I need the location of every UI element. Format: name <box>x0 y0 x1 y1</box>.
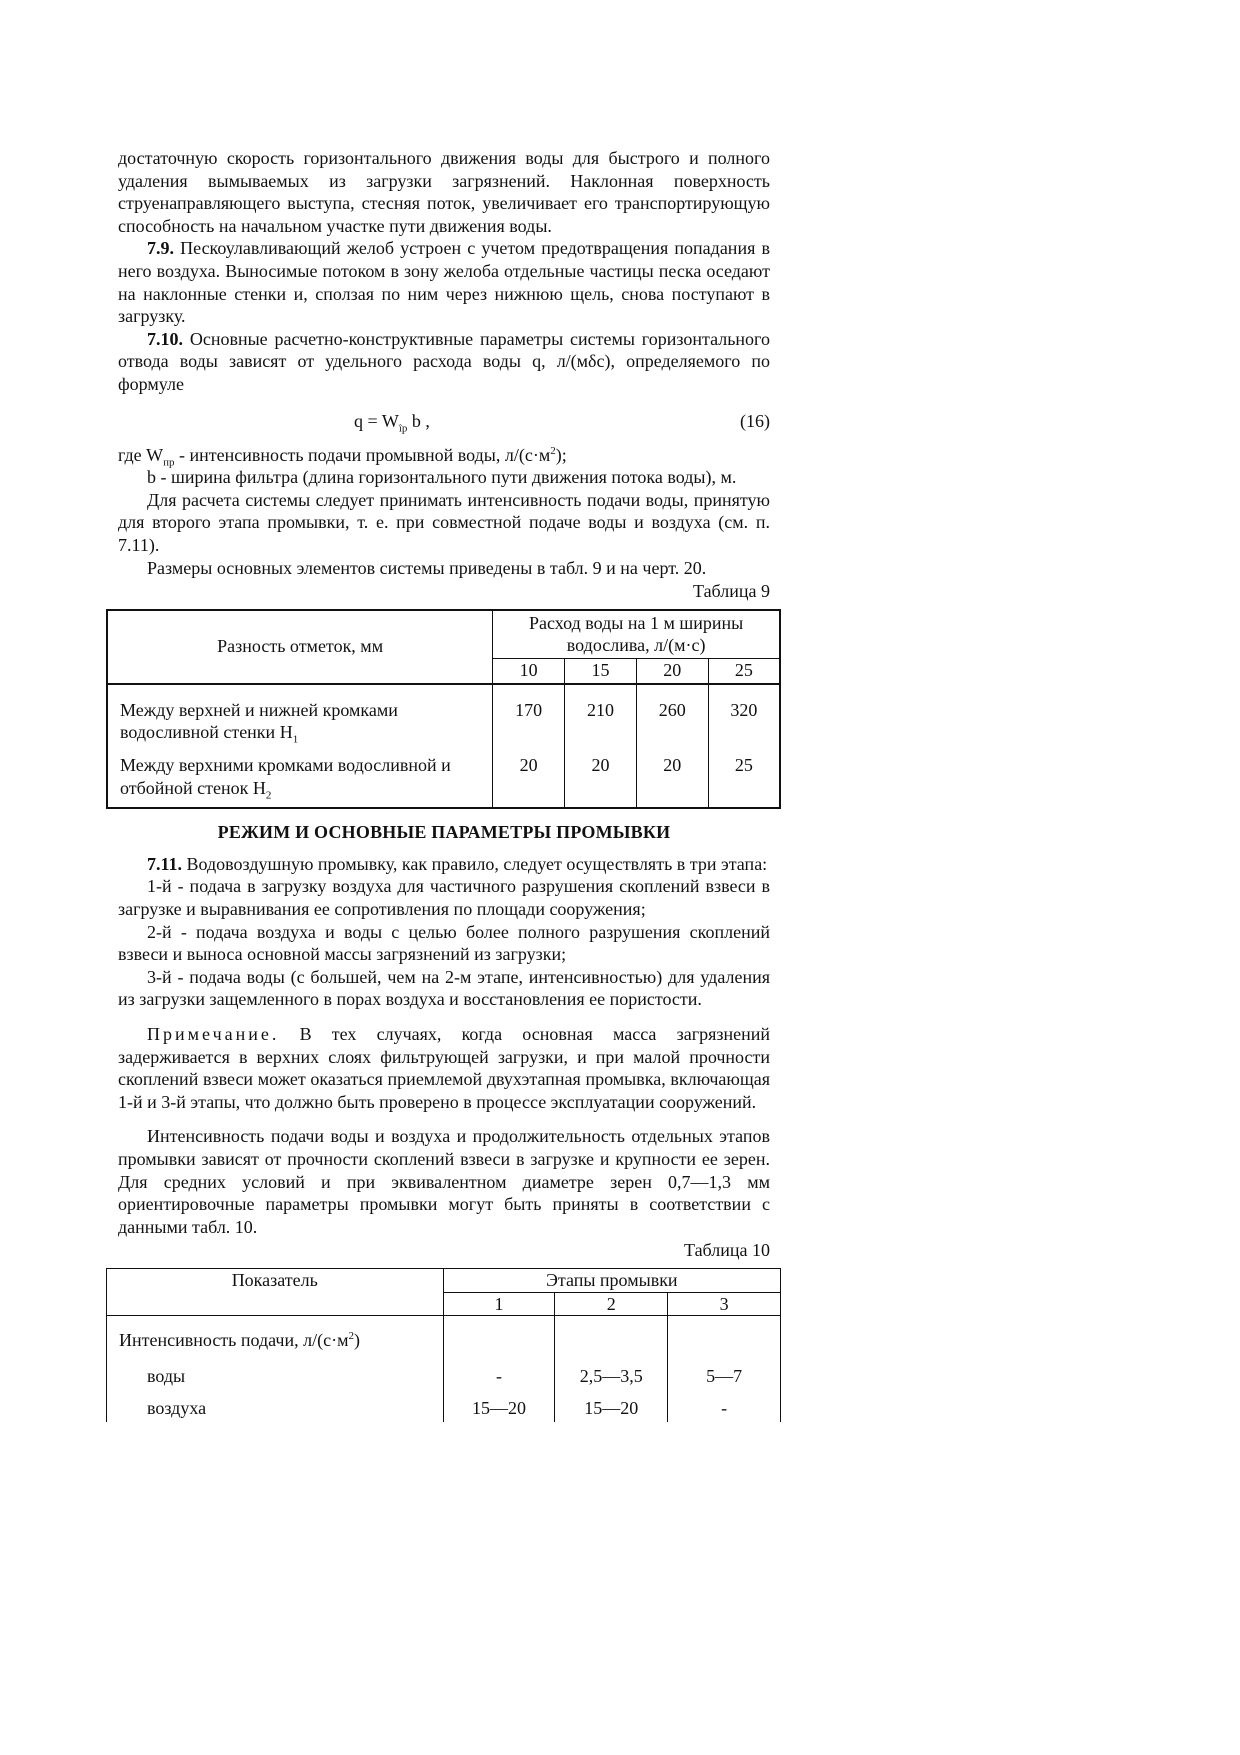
table-cell: 15—20 <box>555 1397 668 1422</box>
paragraph-continuation: достаточную скорость горизонтального движения воды для быстрого и полного удаления вымываемых из загрузки загрязнений. Наклонная поверхность струенаправляющего выступа, стесняя поток, увеличивает его транспортирующую способность на начальном участке пути движения воды. <box>118 148 770 236</box>
table-cell: 5—7 <box>668 1362 781 1398</box>
note-text: В тех случаях, когда основная масса загрязнений задерживается в верхних слоях фильтрующей загрузки, и при малой прочности скоплений взвеси может оказаться приемлемой двухэтапная промывка, включающая 1-й и 3-й этапы, что должно быть проверено в процессе эксплуатации сооружений. <box>118 1024 770 1112</box>
where-definition <box>118 444 770 467</box>
section-title: РЕЖИМ И ОСНОВНЫЕ ПАРАМЕТРЫ ПРОМЫВКИ <box>217 822 671 843</box>
where-sup: 2 <box>550 444 556 457</box>
table-10-header-indicator: Показатель <box>107 1268 444 1315</box>
table-cell: 20 <box>636 748 708 808</box>
paragraph-sizes: Размеры основных элементов системы приведены в табл. 9 и на черт. 20. <box>147 557 707 578</box>
table-9-col: 25 <box>708 658 780 684</box>
table-9-row-label <box>107 748 493 808</box>
clause-number: 7.10. <box>147 328 183 349</box>
row-label-sub: 2 <box>265 789 272 802</box>
table-cell: 320 <box>708 684 780 748</box>
table-10-row-label: воды <box>107 1362 444 1398</box>
row-group-end: ) <box>353 1330 360 1351</box>
table-9-header-difference: Разность отметок, мм <box>107 610 493 684</box>
where-end: ); <box>555 444 567 465</box>
table-9-header-flow: Расход воды на 1 м ширины водослива, л/(м·с) <box>493 610 780 659</box>
table-cell: 20 <box>565 748 637 808</box>
table-cell: 15—20 <box>443 1397 555 1422</box>
table-9-col: 20 <box>636 658 708 684</box>
paragraph-calc: Для расчета системы следует принимать интенсивность подачи воды, принятую для второго этапа промывки, т. е. при совместной подаче воды и воздуха (см. п. 7.11). <box>118 489 770 555</box>
table-10-col: 2 <box>555 1292 668 1316</box>
where-post: - интенсивность подачи промывной воды, л/(с·м <box>174 444 551 465</box>
stage-3: 3-й - подача воды (с большей, чем на 2-м этапе, интенсивностью) для удаления из загрузки защемленного в порах воздуха и восстановления ее пористости. <box>118 966 770 1010</box>
formula-lhs: q = W <box>354 410 399 431</box>
formula-tail: b , <box>407 410 430 431</box>
row-label-text: Между верхней и нижней кромками водосливной стенки H <box>120 699 398 743</box>
b-definition: b - ширина фильтра (длина горизонтального пути движения потока воды), м. <box>147 467 737 488</box>
row-label-text: Между верхними кромками водосливной и отбойной стенок H <box>120 755 451 798</box>
table-10-col: 1 <box>443 1292 555 1316</box>
table-cell: - <box>443 1362 555 1398</box>
where-pre: где W <box>118 444 164 465</box>
table-cell: 20 <box>493 748 565 808</box>
table-9-col: 10 <box>493 658 565 684</box>
table-10 <box>106 1268 781 1422</box>
table-10-caption: Таблица 10 <box>684 1240 770 1261</box>
table-10-row-group <box>107 1316 444 1362</box>
table-cell: 210 <box>565 684 637 748</box>
row-group-text: Интенсивность подачи, л/(с·м <box>119 1330 349 1351</box>
table-cell: 2,5—3,5 <box>555 1362 668 1398</box>
where-sub: пр <box>163 456 175 469</box>
table-cell: 260 <box>636 684 708 748</box>
paragraph-7-11 <box>118 853 770 876</box>
note-label: Примечание. <box>147 1024 280 1044</box>
clause-text: Водовоздушную промывку, как правило, следует осуществлять в три этапа: <box>182 853 768 874</box>
table-10-header-stages: Этапы промывки <box>443 1268 780 1292</box>
table-cell: 170 <box>493 684 565 748</box>
paragraph-7-10 <box>118 328 770 396</box>
row-group-sup: 2 <box>348 1330 354 1343</box>
formula-subscript: îp <box>398 422 408 435</box>
table-9-row-label <box>107 684 493 748</box>
stage-1: 1-й - подача в загрузку воздуха для частичного разрушения скоплений взвеси в загрузке и выравнивания ее сопротивления по площади сооружения; <box>118 876 770 920</box>
table-9-col: 15 <box>565 658 637 684</box>
table-10-col: 3 <box>668 1292 781 1316</box>
formula-number: (16) <box>740 410 770 431</box>
formula-expression <box>354 410 430 433</box>
stage-2: 2-й - подача воздуха и воды с целью более полного разрушения скоплений взвеси и выноса основной массы загрязнений из загрузки; <box>118 921 770 965</box>
formula-16 <box>118 398 770 444</box>
table-10-row-label: воздуха <box>107 1397 444 1422</box>
note <box>118 1023 770 1113</box>
clause-number: 7.11. <box>147 853 183 874</box>
table-9 <box>106 609 781 810</box>
table-cell: 25 <box>708 748 780 808</box>
document-page <box>118 147 770 1422</box>
paragraph-intensity: Интенсивность подачи воды и воздуха и продолжительность отдельных этапов промывки зависят от прочности скоплений взвеси в загрузке и крупности ее зерен. Для средних условий и при эквивалентном диаметре зерен 0,7—1,3 мм ориентировочные параметры промывки могут быть приняты в соответствии с данными табл. 10. <box>118 1126 770 1237</box>
table-cell: - <box>668 1397 781 1422</box>
clause-number: 7.9. <box>147 238 174 259</box>
row-label-sub: 1 <box>292 734 299 747</box>
clause-text: Пескоулавливающий желоб устроен с учетом предотвращения попадания в него воздуха. Выносимые потоком в зону желоба отдельные частицы песка оседают на наклонные стенки и, сползая по ним через нижнюю щель, снова поступают в загрузку. <box>118 238 770 327</box>
paragraph-7-9 <box>118 237 770 327</box>
clause-text: Основные расчетно-конструктивные параметры системы горизонтального отвода воды зависят от удельного расхода воды q, л/(мδс), определяемого по формуле <box>118 328 770 394</box>
table-9-caption: Таблица 9 <box>693 581 770 602</box>
